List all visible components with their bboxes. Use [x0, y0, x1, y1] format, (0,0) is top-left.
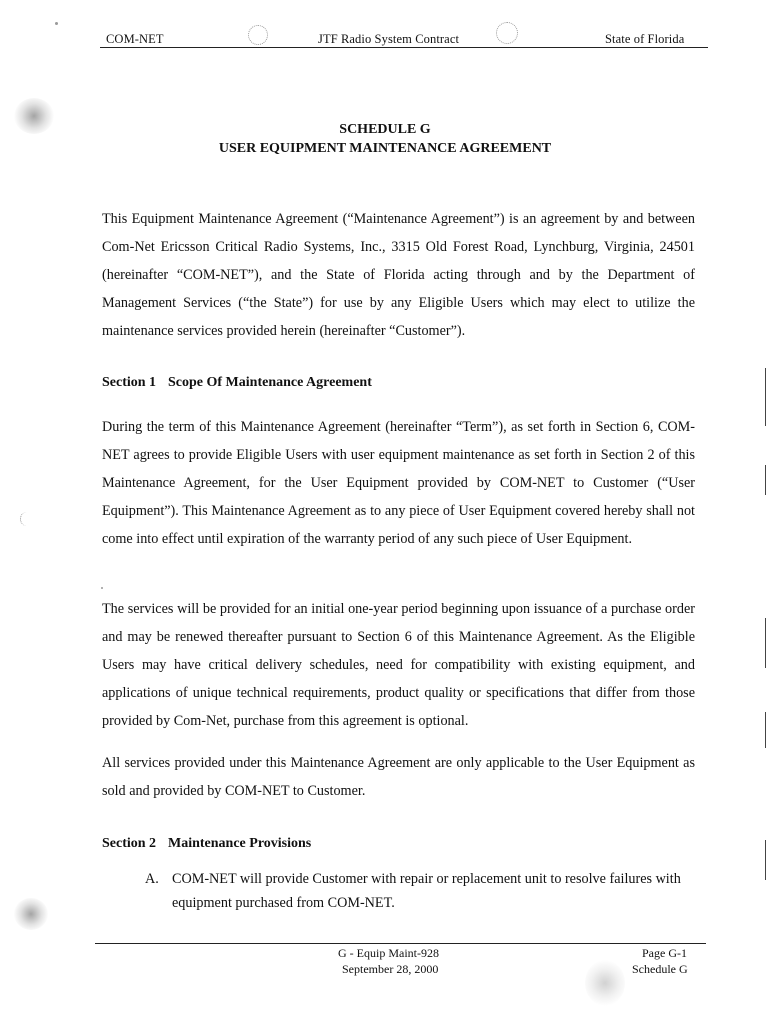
footer-doc-id: G - Equip Maint-928 [338, 946, 439, 960]
scan-artifact [14, 898, 48, 930]
agreement-title: USER EQUIPMENT MAINTENANCE AGREEMENT [218, 141, 552, 156]
footer-date: September 28, 2000 [342, 962, 439, 976]
margin-mark [765, 368, 766, 426]
footer-rule [95, 943, 706, 944]
margin-mark [765, 840, 766, 880]
header-center: JTF Radio System Contract [318, 32, 460, 46]
header-right: State of Florida [605, 32, 685, 46]
header-rule [100, 47, 708, 48]
list-item-text: COM-NET will provide Customer with repair or replacement unit to resolve failures with equipment purchased from COM-NET. [172, 871, 681, 911]
margin-mark [765, 712, 766, 748]
schedule-title: SCHEDULE G [339, 122, 431, 137]
section-number: Section 2 [102, 836, 157, 851]
services-paragraph: The services will be provided for an initial one-year period beginning upon issuance of a purchase order and may be renewed thereafter pursuant to Section 6 of this Maintenance Agreement. As the Eligible Users may have critical delivery schedules, need for compatibility with existing equipment, and applications of unique technical requirements, product quality or specifications that differ from those provided by Com-Net, purchase from this agreement is optional. [102, 601, 695, 729]
section-number: Section 1 [102, 375, 157, 390]
applicability-paragraph: All services provided under this Maintenance Agreement are only applicable to the User Equipment as sold and provided by COM-NET to Customer. [102, 755, 695, 799]
header-left: COM-NET [106, 32, 164, 46]
footer-page: Page G-1 [642, 946, 687, 960]
scope-paragraph: During the term of this Maintenance Agreement (hereinafter “Term”), as set forth in Section 6, COM-NET agrees to provide Eligible Users with user equipment maintenance as set forth in Section 2 of this Maintenance Agreement, for the User Equipment provided by COM-NET to Customer (“User Equipment”). This Maintenance Agreement as to any piece of User Equipment covered hereby shall not come into effect until expiration of the warranty period of any such piece of User Equipment. [102, 419, 695, 547]
section-title: Scope Of Maintenance Agreement [168, 375, 372, 390]
list-marker: A. [145, 871, 159, 887]
list-item [145, 867, 695, 915]
scan-artifact [585, 960, 625, 1006]
section-1-heading [102, 375, 372, 391]
section-2-heading [102, 836, 311, 852]
intro-paragraph: This Equipment Maintenance Agreement (“Maintenance Agreement”) is an agreement by and between Com-Net Ericsson Critical Radio Systems, Inc., 3315 Old Forest Road, Lynchburg, Virginia, 24501 (hereinafter “COM-NET”), and the State of Florida acting through and by the Department of Management Services (“the State”) for use by any Eligible Users which may elect to utilize the maintenance services provided herein (hereinafter “Customer”). [102, 211, 695, 339]
section-title: Maintenance Provisions [168, 836, 312, 851]
margin-mark [765, 618, 766, 668]
footer-schedule: Schedule G [632, 962, 688, 976]
margin-mark [765, 465, 766, 495]
